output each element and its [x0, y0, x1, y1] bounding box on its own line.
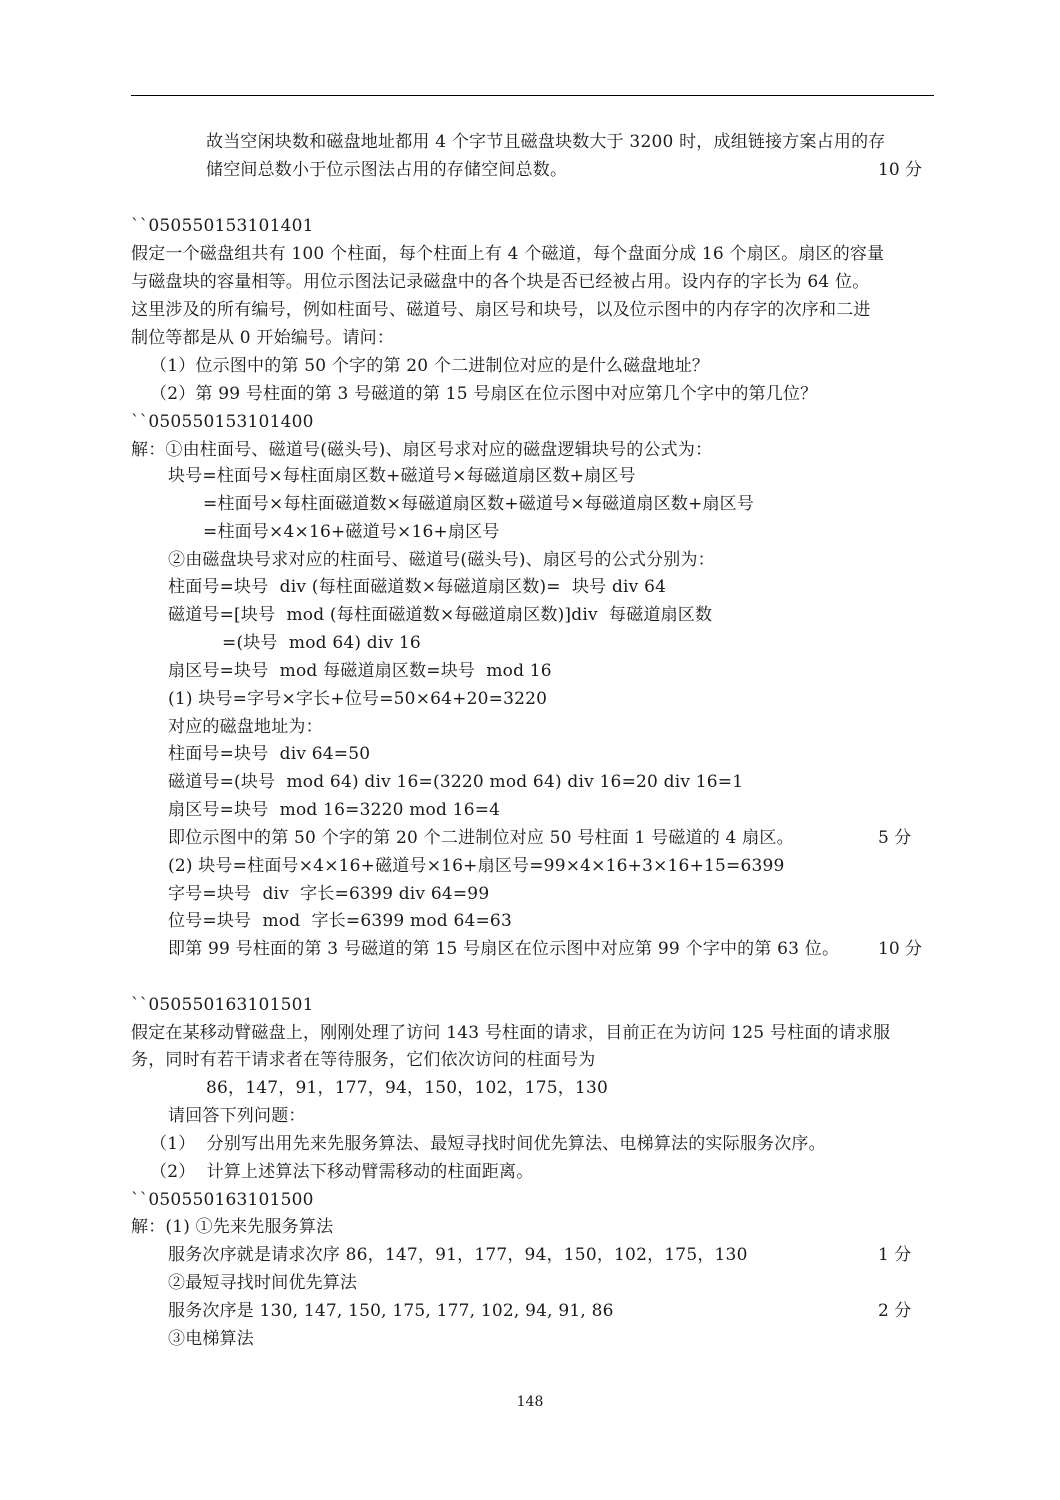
text-line: 故当空闲块数和磁盘地址都用 4 个字节且磁盘块数大于 3200 时，成组链接方案占用的存: [206, 132, 886, 152]
text-line: 务，同时有若干请求者在等待服务，它们依次访问的柱面号为: [131, 1050, 596, 1070]
score-label: 2 分: [878, 1301, 912, 1321]
text-line: ②最短寻找时间优先算法: [168, 1273, 358, 1293]
text-line: 储空间总数小于位示图法占用的存储空间总数。: [206, 160, 568, 180]
text-line: 86，147，91，177，94，150，102，175，130: [206, 1078, 608, 1098]
header-rule: [131, 95, 934, 96]
text-line: 扇区号=块号 mod 每磁道扇区数=块号 mod 16: [168, 661, 552, 681]
text-line: 制位等都是从 0 开始编号。请问：: [131, 328, 395, 348]
text-line: （1） 分别写出用先来先服务算法、最短寻找时间优先算法、电梯算法的实际服务次序。: [150, 1134, 826, 1154]
text-line: 柱面号=块号 div 64=50: [168, 744, 371, 764]
text-line: =(块号 mod 64) div 16: [222, 633, 421, 653]
text-line: =柱面号×每柱面磁道数×每磁道扇区数+磁道号×每磁道扇区数+扇区号: [203, 494, 755, 514]
text-line: 即第 99 号柱面的第 3 号磁道的第 15 号扇区在位示图中对应第 99 个字中的第 63 位。: [168, 939, 840, 959]
text-line: 服务次序是 130, 147, 150, 175, 177, 102, 94, 91, 86: [168, 1301, 614, 1321]
text-line: 磁道号=[块号 mod (每柱面磁道数×每磁道扇区数)]div 每磁道扇区数: [168, 605, 713, 625]
question-id: ``050550163101501: [131, 995, 314, 1015]
text-line: 扇区号=块号 mod 16=3220 mod 16=4: [168, 800, 501, 820]
text-line: 块号=柱面号×每柱面扇区数+磁道号×每磁道扇区数+扇区号: [168, 466, 636, 486]
text-line: 解：(1) ①先来先服务算法: [131, 1217, 334, 1237]
score-label: 10 分: [878, 160, 923, 180]
text-line: 对应的磁盘地址为：: [168, 717, 323, 737]
text-line: （1）位示图中的第 50 个字的第 20 个二进制位对应的是什么磁盘地址？: [150, 356, 710, 376]
text-line: 位号=块号 mod 字长=6399 mod 64=63: [168, 911, 512, 931]
question-id: ``050550153101400: [131, 412, 314, 432]
text-line: 请回答下列问题：: [168, 1106, 306, 1126]
text-line: ②由磁盘块号求对应的柱面号、磁道号(磁头号)、扇区号的公式分别为：: [168, 550, 715, 570]
text-line: 即位示图中的第 50 个字的第 20 个二进制位对应 50 号柱面 1 号磁道的 4 扇区。: [168, 828, 794, 848]
question-id: ``050550153101401: [131, 216, 314, 236]
text-line: 假定在某移动臂磁盘上，刚刚处理了访问 143 号柱面的请求，目前正在为访问 125 号柱面的请求服: [131, 1023, 891, 1043]
text-line: 柱面号=块号 div (每柱面磁道数×每磁道扇区数)= 块号 div 64: [168, 577, 667, 597]
text-line: 磁道号=(块号 mod 64) div 16=(3220 mod 64) div 16=20 div 16=1: [168, 772, 744, 792]
page-number: 148: [516, 1394, 544, 1410]
text-line: （2） 计算上述算法下移动臂需移动的柱面距离。: [150, 1162, 534, 1182]
score-label: 5 分: [878, 828, 912, 848]
text-line: ③电梯算法: [168, 1329, 254, 1349]
score-label: 1 分: [878, 1245, 912, 1265]
text-line: 假定一个磁盘组共有 100 个柱面，每个柱面上有 4 个磁道，每个盘面分成 16 个扇区。扇区的容量: [131, 244, 885, 264]
text-line: =柱面号×4×16+磁道号×16+扇区号: [203, 522, 500, 542]
text-line: (2) 块号=柱面号×4×16+磁道号×16+扇区号=99×4×16+3×16+15=6399: [168, 856, 785, 876]
text-line: （2）第 99 号柱面的第 3 号磁道的第 15 号扇区在位示图中对应第几个字中的第几位？: [150, 384, 818, 404]
text-line: 这里涉及的所有编号，例如柱面号、磁道号、扇区号和块号，以及位示图中的内存字的次序和二进: [131, 300, 871, 320]
text-line: 字号=块号 div 字长=6399 div 64=99: [168, 884, 490, 904]
question-id: ``050550163101500: [131, 1190, 314, 1210]
text-line: 服务次序就是请求次序 86，147，91，177，94，150，102，175，130: [168, 1245, 748, 1265]
text-line: 解：①由柱面号、磁道号(磁头号)、扇区号求对应的磁盘逻辑块号的公式为：: [131, 440, 713, 460]
text-line: 与磁盘块的容量相等。用位示图法记录磁盘中的各个块是否已经被占用。设内存的字长为 64 位。: [131, 272, 870, 292]
text-line: (1) 块号=字号×字长+位号=50×64+20=3220: [168, 689, 548, 709]
score-label: 10 分: [878, 939, 923, 959]
